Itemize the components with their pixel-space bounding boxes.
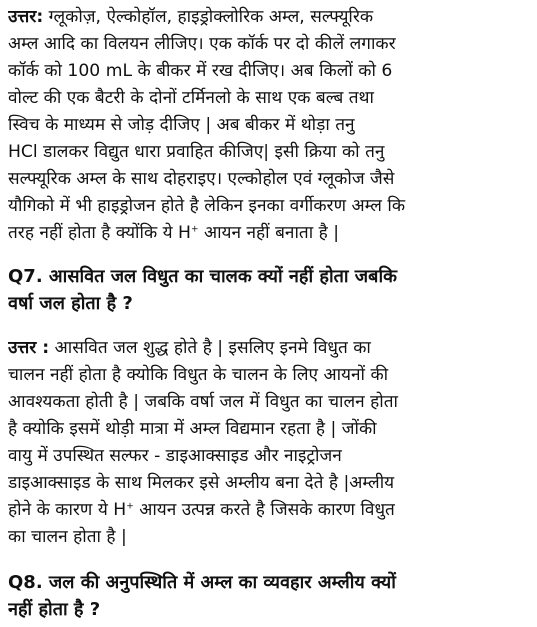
answer-6-line: अम्ल आदि का विलयन लीजिए। एक कॉर्क पर दो कीलें लगाकर <box>8 34 396 54</box>
superscript-plus: + <box>126 501 134 512</box>
question-7-line: वर्षा जल होता है ? <box>8 293 133 314</box>
answer-7-line: का चालन होता है | <box>8 527 127 547</box>
answer-text: होने के कारण ये H <box>8 500 127 520</box>
answer-label: उत्तर : <box>8 338 50 358</box>
question-8-line: नहीं होता है ? <box>8 599 101 620</box>
answer-text: ग्लूकोज़, ऐल्कोहॉल, हाइड्रोक्लोरिक अम्ल, सल्फ्यूरिक <box>43 7 374 27</box>
answer-6-line: वोल्ट की एक बैटरी के दोनों टर्मिनलो के साथ एक बल्ब तथा <box>8 88 374 108</box>
question-8 <box>8 569 531 623</box>
answer-7 <box>8 335 531 551</box>
answer-text: तरह नहीं होता है क्योंकि ये H <box>8 223 191 243</box>
question-7 <box>8 263 531 317</box>
answer-6-line <box>8 4 531 31</box>
answer-7-line: वायु में उपस्थित सल्फर - डाइआक्साइड और नाइट्रोजन <box>8 446 342 466</box>
answer-6-line: यौगिको में भी हाइड्रोजन होते है लेकिन इनका वर्गीकरण अम्ल कि <box>8 196 406 216</box>
answer-7-line <box>8 335 531 362</box>
answer-6-line: कॉर्क को 100 mL के बीकर में रख दीजिए। अब किलों को 6 <box>8 61 393 81</box>
superscript-plus: + <box>190 224 199 235</box>
answer-label: उत्तर: <box>8 7 44 27</box>
answer-6-line: सल्फ्यूरिक अम्ल के साथ दोहराइए। एल्कोहोल एवं ग्लूकोज जैसे <box>8 169 395 189</box>
answer-text: आसवित जल शुद्ध होते है | इसलिए इनमे विधुत का <box>49 338 371 358</box>
answer-text: आयन उत्पन्न करते है जिसके कारण विधुत <box>133 500 395 520</box>
question-7-line: Q7. आसवित जल विधुत का चालक क्यों नहीं होता जबकि <box>8 266 397 287</box>
answer-7-line: चालन नहीं होता है क्योकि विधुत के चालन के लिए आयनों की <box>8 365 389 385</box>
answer-7-line: आवश्यकता होती है | जबकि वर्षा जल में विधुत का चालन होता <box>8 392 398 412</box>
answer-7-line: डाइआक्साइड के साथ मिलकर इसे अम्लीय बना देते है |अम्लीय <box>8 473 395 493</box>
answer-7-line <box>8 497 531 524</box>
answer-6-line <box>8 220 531 247</box>
answer-7-line: है क्योकि इसमें थोड़ी मात्रा में अम्ल विद्यमान रहता है | जोंकी <box>8 419 377 439</box>
answer-6 <box>8 4 531 247</box>
answer-text: आयन नहीं बनाता है | <box>198 223 339 243</box>
answer-6-line: HCl डालकर विद्युत धारा प्रवाहित कीजिए| इसी क्रिया को तनु <box>8 142 385 162</box>
answer-6-line: स्विच के माध्यम से जोड़ दीजिए | अब बीकर में थोड़ा तनु <box>8 115 355 135</box>
question-8-line: Q8. जल की अनुपस्थिति में अम्ल का व्यवहार अम्लीय क्यों <box>8 572 396 593</box>
